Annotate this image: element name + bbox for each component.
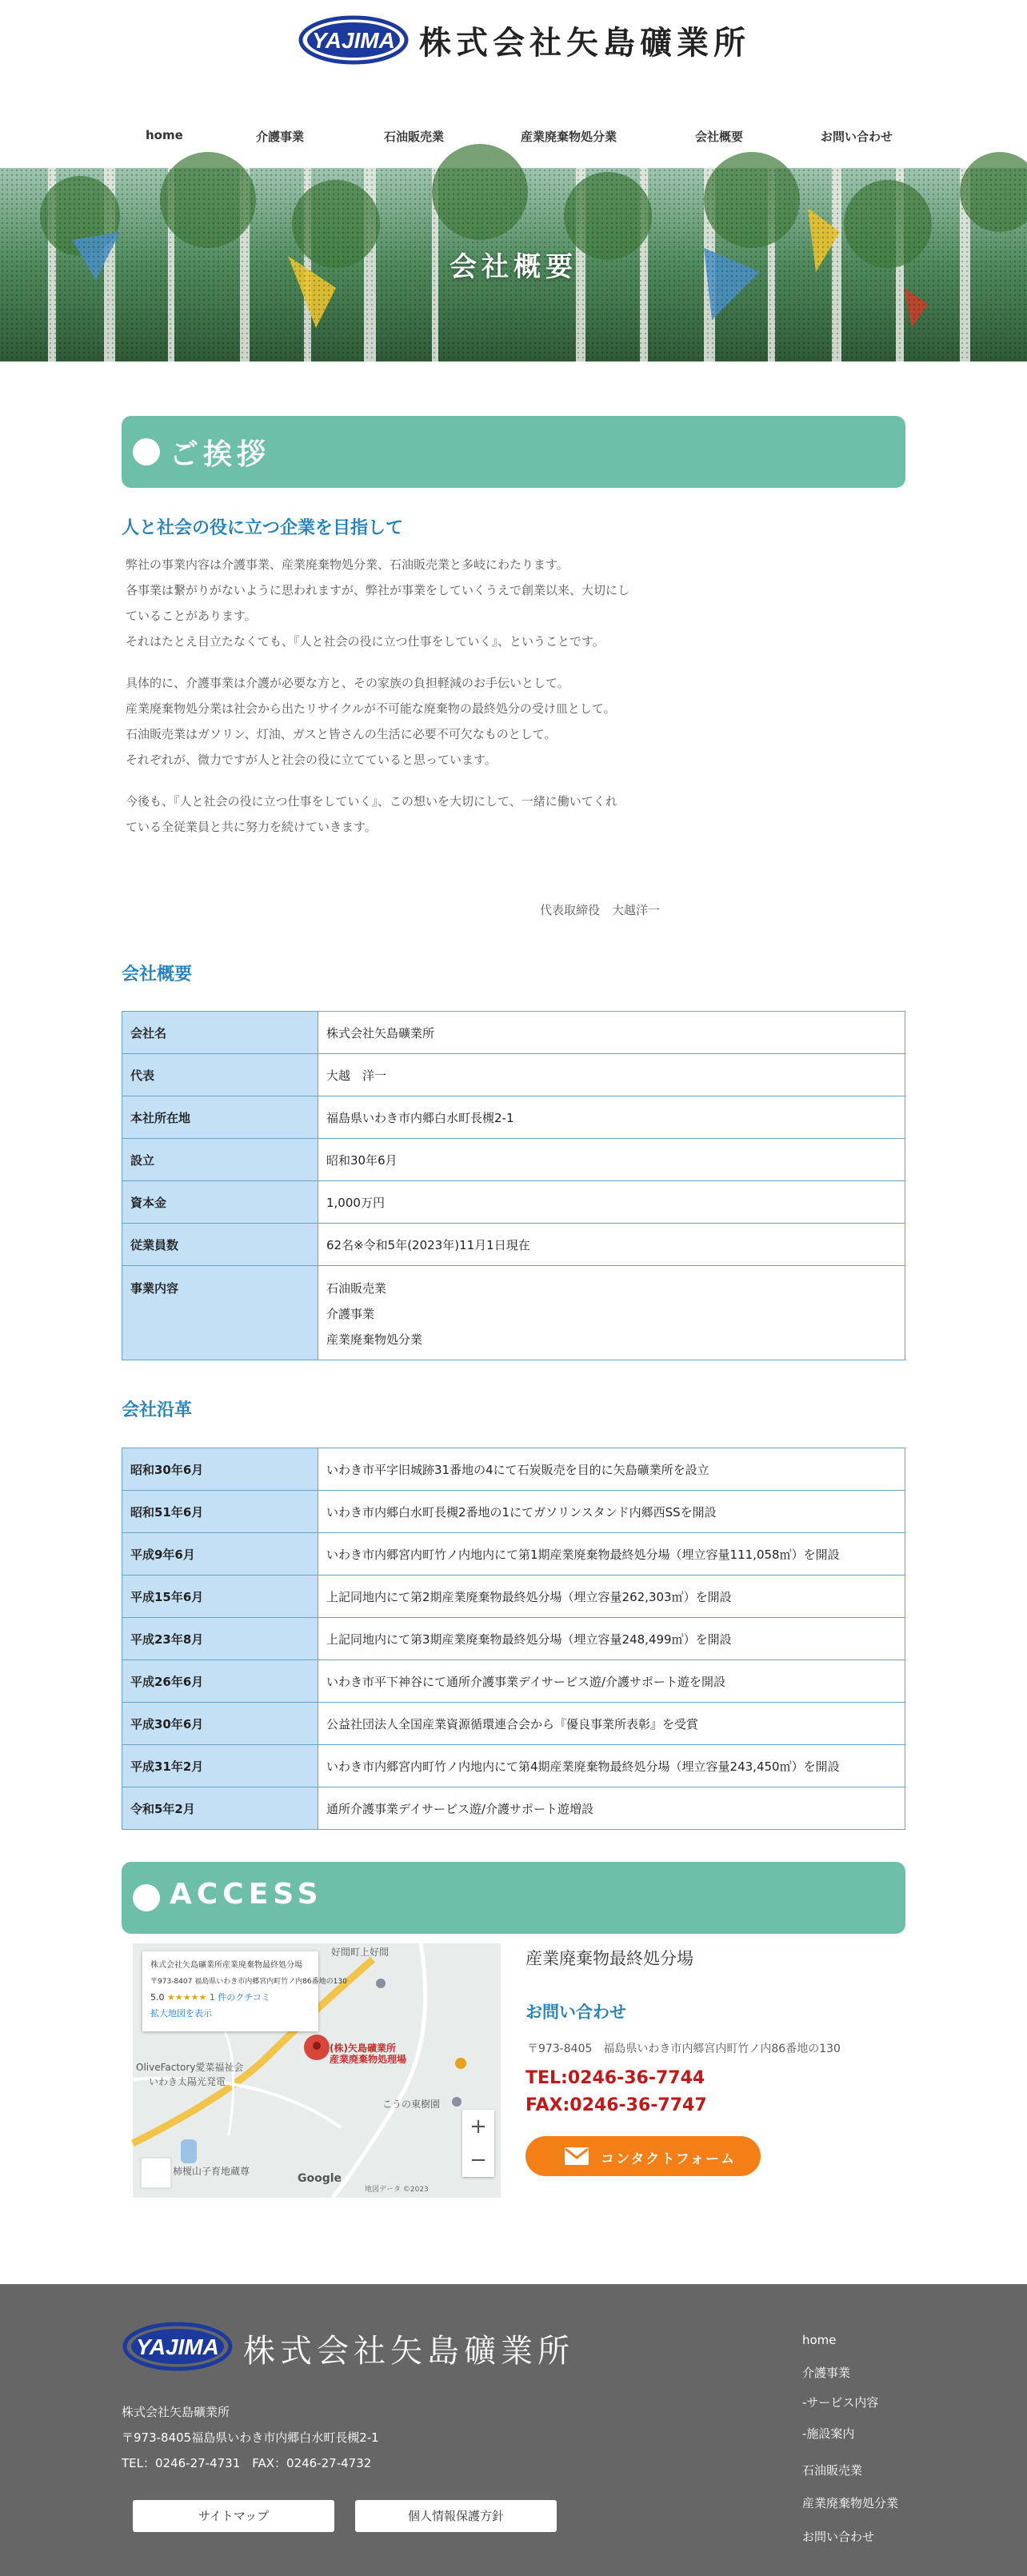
- history-date: 平成30年6月: [122, 1703, 318, 1745]
- footer-nav-waste[interactable]: 産業廃棄物処分業: [802, 2496, 899, 2510]
- history-event: 公益社団法人全国産業資源循環連合会から『優良事業所表彰』を受賞: [318, 1703, 905, 1745]
- zoom-in-button[interactable]: +: [470, 2115, 487, 2139]
- footer-nav-oil[interactable]: 石油販売業: [802, 2463, 863, 2478]
- table-row: [122, 1491, 905, 1533]
- reviews-link[interactable]: 1 件のクチコミ: [209, 1992, 270, 2003]
- company-overview-table: [122, 1011, 905, 1360]
- nav-company[interactable]: 会社概要: [695, 130, 744, 144]
- logo-mark-text: YAJIMA: [136, 2334, 219, 2359]
- google-logo: Google: [298, 2172, 342, 2185]
- table-cell: 大越 洋一: [318, 1054, 905, 1096]
- table-row: [122, 1533, 905, 1576]
- table-header-cell: 設立: [122, 1139, 318, 1181]
- greeting-line: 産業廃棄物処分業は社会から出たリサイクルが不可能な廃棄物の最終処分の受け皿として。: [126, 701, 616, 716]
- logo-mark-text: YAJIMA: [312, 28, 395, 53]
- site-logo[interactable]: [298, 14, 750, 66]
- table-cell: 昭和30年6月: [318, 1139, 905, 1181]
- greeting-paragraph: [126, 552, 685, 654]
- table-row: [122, 1787, 905, 1830]
- history-date: 平成31年2月: [122, 1745, 318, 1787]
- table-row: [122, 1181, 905, 1224]
- map-place-label: 好間町上好間: [331, 1947, 390, 1958]
- table-row: [122, 1660, 905, 1703]
- greeting-line: 具体的に、介護事業は介護が必要な方と、その家族の負担軽減のお手伝いとして。: [126, 676, 569, 690]
- greeting-line: それはたとえ目立たなくても、『人と社会の役に立つ仕事をしていく』、ということです。: [126, 634, 605, 649]
- greeting-line: 各事業は繋がりがないように思われますが、弊社が事業をしていくうえで創業以来、大切にし: [126, 583, 630, 597]
- larger-map-link[interactable]: 拡大地図を表示: [150, 2008, 212, 2019]
- table-header-cell: 事業内容: [122, 1266, 318, 1360]
- greeting-heading: 人と社会の役に立つ企業を目指して: [122, 518, 404, 538]
- greeting-line: 石油販売業はガソリン、灯油、ガスと皆さんの生活に必要不可欠なものとして。: [126, 727, 557, 741]
- history-date: 平成9年6月: [122, 1533, 318, 1576]
- table-row: [122, 1576, 905, 1618]
- company-name: 株式会社矢島礦業所: [419, 24, 750, 62]
- global-nav: [0, 120, 1027, 152]
- history-date: 平成23年8月: [122, 1618, 318, 1660]
- map-place-label: いわき太陽光発電: [149, 2076, 226, 2087]
- footer-info-line: TEL：0246-27-4731 FAX：0246-27-4732: [122, 2456, 372, 2470]
- map-attribution: 地図データ ©2023: [365, 2186, 429, 2194]
- zoom-out-button[interactable]: −: [470, 2148, 487, 2172]
- table-row: [122, 1618, 905, 1660]
- history-date: 平成15年6月: [122, 1576, 318, 1618]
- greeting-banner-title: ご挨拶: [170, 438, 271, 471]
- mail-icon: [564, 2147, 589, 2166]
- contact-form-button[interactable]: [525, 2136, 761, 2176]
- map-info-card: [142, 1951, 347, 2031]
- inquiry-heading: お問い合わせ: [525, 2003, 626, 2022]
- footer-info-line: 株式会社矢島礦業所: [122, 2405, 230, 2419]
- footer-nav-home[interactable]: home: [802, 2333, 837, 2347]
- yajima-logo-mark: [298, 14, 410, 66]
- footer-contact-info: [122, 2399, 379, 2476]
- history-event: いわき市内郷宮内町竹ノ内地内にて第4期産業廃棄物最終処分場（埋立容量243,450㎥）を開設: [318, 1745, 905, 1787]
- greeting-paragraph: [126, 789, 685, 840]
- business-item: 産業廃棄物処分業: [326, 1332, 423, 1347]
- table-cell: 株式会社矢島礦業所: [318, 1012, 905, 1054]
- representative-signature: 代表取締役 大越洋一: [540, 903, 661, 917]
- history-date: 昭和30年6月: [122, 1448, 318, 1491]
- greeting-line: 弊社の事業内容は介護事業、産業廃棄物処分業、石油販売業と多岐にわたります。: [126, 557, 569, 572]
- table-row: [122, 1224, 905, 1266]
- rating-value: 5.0: [150, 1992, 165, 2003]
- table-cell: 福島県いわき市内郷白水町長槻2-1: [318, 1096, 905, 1139]
- table-row: [122, 1139, 905, 1181]
- business-item: 介護事業: [326, 1307, 375, 1321]
- pin-label-line: 産業廃棄物処理場: [330, 2054, 407, 2065]
- history-heading: 会社沿革: [122, 1400, 193, 1420]
- table-header-cell: 会社名: [122, 1012, 318, 1054]
- map-place-label: 柿榎山子育地蔵尊: [173, 2166, 250, 2177]
- table-header-cell: 代表: [122, 1054, 318, 1096]
- overview-heading: 会社概要: [122, 965, 193, 984]
- map-pin-label: [330, 2043, 406, 2065]
- greeting-line: それぞれが、微力ですが人と社会の役に立てていると思っています。: [126, 753, 497, 767]
- table-header-cell: 従業員数: [122, 1224, 318, 1266]
- table-row: [122, 1745, 905, 1787]
- nav-home[interactable]: home: [146, 128, 183, 142]
- map-place-label: こうの東樹園: [382, 2099, 441, 2110]
- pin-label-line: (株)矢島礦業所: [330, 2043, 396, 2054]
- history-event: いわき市内郷宮内町竹ノ内地内にて第1期産業廃棄物最終処分場（埋立容量111,058㎥）を開設: [318, 1533, 905, 1576]
- access-banner-title: ACCESS: [170, 1878, 323, 1911]
- phone-number[interactable]: TEL:0246-36-7744: [525, 2068, 705, 2088]
- google-map[interactable]: [133, 1943, 501, 2198]
- history-event: 上記同地内にて第2期産業廃棄物最終処分場（埋立容量262,303㎥）を開設: [318, 1576, 905, 1618]
- footer-company-name: 株式会社矢島礦業所: [243, 2333, 574, 2370]
- footer-nav-facilities[interactable]: -施設案内: [802, 2426, 855, 2441]
- star-rating-icon: ★★★★★: [167, 1992, 207, 2003]
- hero-banner: [0, 168, 1027, 361]
- site-address: 〒973-8405 福島県いわき市内郷宮内町竹ノ内86番地の130: [527, 2043, 841, 2055]
- history-event: いわき市内郷白水町長槻2番地の1にてガソリンスタンド内郷西SSを開設: [318, 1491, 905, 1533]
- site-header: [0, 0, 1027, 168]
- footer-nav-care[interactable]: 介護事業: [802, 2366, 851, 2380]
- map-card-title: 株式会社矢島礦業所産業廃棄物最終処分場: [150, 1961, 302, 1970]
- history-event: いわき市平字旧城跡31番地の4にて石炭販売を目的に矢島礦業所を設立: [318, 1448, 905, 1491]
- nav-care[interactable]: 介護事業: [256, 130, 305, 144]
- table-row: [122, 1448, 905, 1491]
- map-zoom-controls: [462, 2110, 494, 2177]
- map-place-label: OliveFactory愛菜福祉会: [136, 2062, 244, 2073]
- history-date: 昭和51年6月: [122, 1491, 318, 1533]
- greeting-line: ていることがあります。: [126, 609, 257, 623]
- footer-nav-services[interactable]: -サービス内容: [802, 2395, 879, 2410]
- privacy-policy-button[interactable]: 個人情報保護方針: [355, 2500, 557, 2532]
- greeting-paragraph: [126, 670, 685, 773]
- history-date: 令和5年2月: [122, 1787, 318, 1830]
- table-row: [122, 1266, 905, 1360]
- yajima-logo-mark: [122, 2321, 234, 2372]
- company-history-table: [122, 1448, 905, 1830]
- greeting-banner: [122, 416, 905, 488]
- table-cell: 1,000万円: [318, 1181, 905, 1224]
- fax-number: FAX:0246-36-7747: [525, 2095, 707, 2115]
- table-header-cell: 本社所在地: [122, 1096, 318, 1139]
- table-row: [122, 1096, 905, 1139]
- table-row: [122, 1703, 905, 1745]
- circle-bullet-icon: [133, 1884, 160, 1911]
- sitemap-button[interactable]: サイトマップ: [133, 2500, 334, 2532]
- history-event: いわき市平下神谷にて通所介護事業デイサービス遊/介護サポート遊を開設: [318, 1660, 905, 1703]
- history-date: 平成26年6月: [122, 1660, 318, 1703]
- footer-logo[interactable]: [122, 2321, 574, 2377]
- greeting-line: 今後も、『人と社会の役に立つ仕事をしていく』、この想いを大切にして、一緒に働いてくれ: [126, 794, 617, 809]
- footer-nav-contact[interactable]: お問い合わせ: [802, 2530, 875, 2544]
- site-footer: [0, 2284, 1027, 2576]
- access-banner: [122, 1862, 905, 1934]
- table-header-cell: 資本金: [122, 1181, 318, 1224]
- nav-waste[interactable]: 産業廃棄物処分業: [521, 130, 617, 144]
- business-item: 石油販売業: [326, 1281, 387, 1296]
- site-name: 産業廃棄物最終処分場: [525, 1949, 693, 1968]
- map-card-rating: [150, 1990, 310, 2006]
- table-cell: [318, 1266, 905, 1360]
- greeting-message: [126, 552, 685, 856]
- table-row: [122, 1054, 905, 1096]
- table-cell: 62名※令和5年(2023年)11月1日現在: [318, 1224, 905, 1266]
- nav-contact[interactable]: お問い合わせ: [821, 130, 893, 144]
- history-event: 上記同地内にて第3期産業廃棄物最終処分場（埋立容量248,499㎥）を開設: [318, 1618, 905, 1660]
- history-event: 通所介護事業デイサービス遊/介護サポート遊増設: [318, 1787, 905, 1830]
- circle-bullet-icon: [133, 438, 160, 465]
- greeting-line: ている全従業員と共に努力を続けていきます。: [126, 820, 377, 834]
- nav-oil[interactable]: 石油販売業: [384, 130, 445, 144]
- footer-info-line: 〒973-8405福島県いわき市内郷白水町長槻2-1: [122, 2430, 379, 2445]
- page-title: 会社概要: [450, 251, 577, 283]
- table-row: [122, 1012, 905, 1054]
- contact-form-label: コンタクトフォーム: [601, 2151, 736, 2167]
- map-card-address: 〒973-8407 福島県いわき市内郷宮内町竹ノ内86番地の130: [150, 1978, 347, 1986]
